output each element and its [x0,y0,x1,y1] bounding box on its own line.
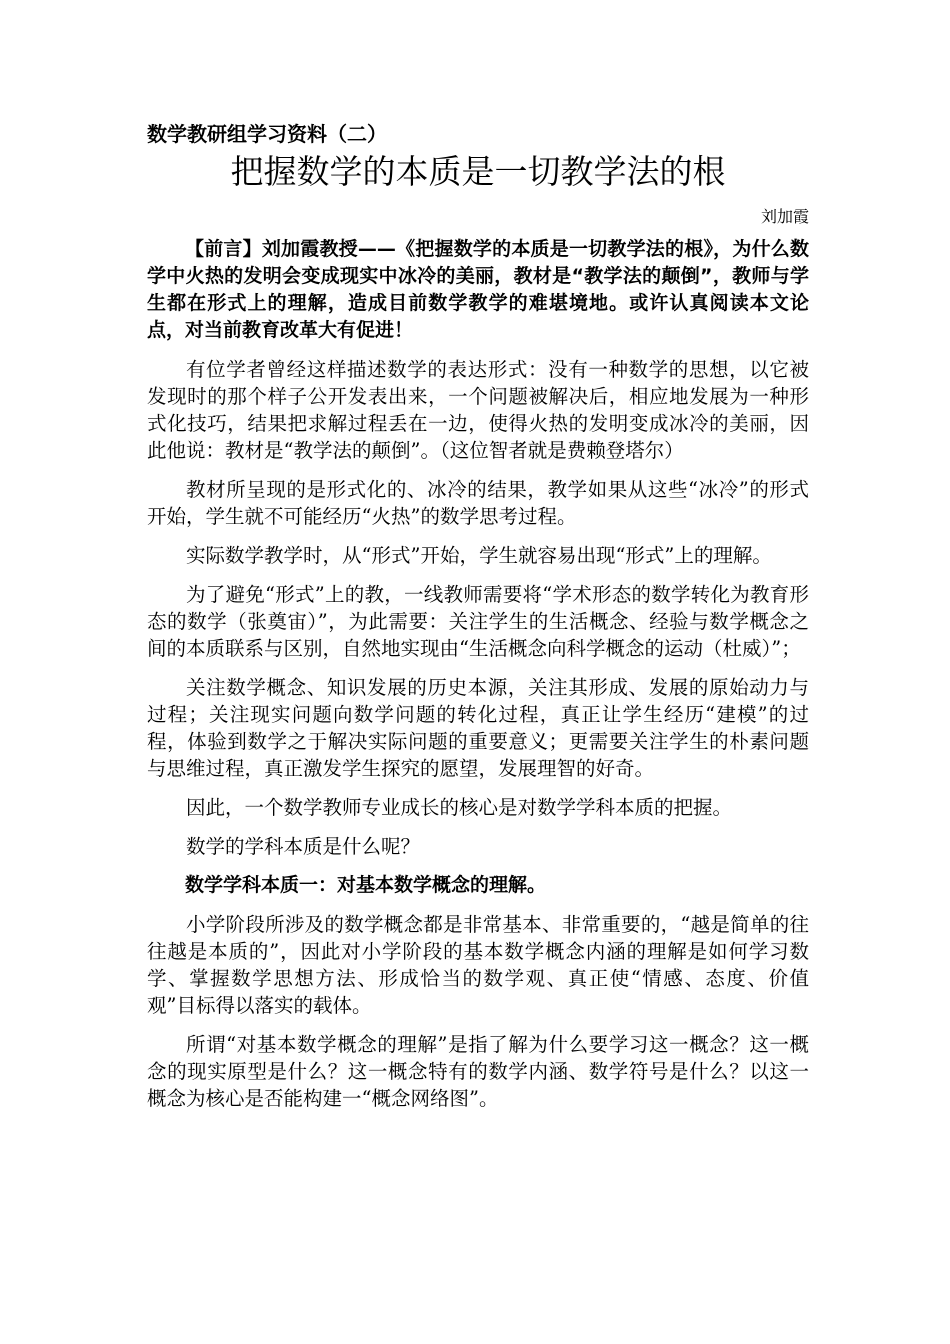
body-paragraph: 有位学者曾经这样描述数学的表达形式：没有一种数学的思想，以它被发现时的那个样子公开发表出来，一个问题被解决后，相应地发展为一种形式化技巧，结果把求解过程丢在一边，使得火热的发明变成冰冷的美丽，因此他说：教材是“教学法的颠倒”。（这位智者就是费赖登塔尔） [147,358,809,462]
body-paragraph: 因此，一个数学教师专业成长的核心是对数学学科本质的把握。 [186,796,733,819]
document-page [147,118,809,1124]
document-label: 数学教研组学习资料（二） [147,122,387,146]
section-heading: 数学学科本质一：对基本数学概念的理解。 [185,874,547,896]
body-paragraph: 小学阶段所涉及的数学概念都是非常基本、非常重要的，“越是简单的往往越是本质的”，因此对小学阶段的基本数学概念内涵的理解是如何学习数学、掌握数学思想方法、形成恰当的数学观、真正使“情感、态度、价值观”目标得以落实的载体。 [147,913,809,1017]
body-paragraph: 数学的学科本质是什么呢？ [186,835,421,858]
document-title: 把握数学的本质是一切教学法的根 [230,152,726,191]
preface-paragraph: 【前言】刘加霞教授——《把握数学的本质是一切教学法的根》，为什么数学中火热的发明会变成现实中冰冷的美丽，教材是“教学法的颠倒”，教师与学生都在形式上的理解，造成目前数学教学的难堪境地。或许认真阅读本文论点，对当前教育改革大有促进！ [147,238,809,341]
body-paragraph: 为了避免“形式”上的教，一线教师需要将“学术形态的数学转化为教育形态的数学（张奠宙）”，为此需要：关注学生的生活概念、经验与数学概念之间的本质联系与区别，自然地实现由“生活概念向科学概念的运动（杜威）”； [147,583,809,660]
body-paragraph: 实际数学教学时，从“形式”开始，学生就容易出现“形式”上的理解。 [186,544,772,567]
body-paragraph: 所谓“对基本数学概念的理解”是指了解为什么要学习这一概念？这一概念的现实原型是什么？这一概念特有的数学内涵、数学符号是什么？以这一概念为核心是否能构建一“概念网络图”。 [147,1033,809,1110]
body-paragraph: 关注数学概念、知识发展的历史本源，关注其形成、发展的原始动力与过程；关注现实问题向数学问题的转化过程，真正让学生经历“建模”的过程，体验到数学之于解决实际问题的重要意义；更需要关注学生的朴素问题与思维过程，真正激发学生探究的愿望，发展理智的好奇。 [147,676,809,780]
document-author: 刘加霞 [760,207,809,226]
body-paragraph: 教材所呈现的是形式化的、冰冷的结果，教学如果从这些“冰冷”的形式开始，学生就不可能经历“火热”的数学思考过程。 [147,478,809,528]
